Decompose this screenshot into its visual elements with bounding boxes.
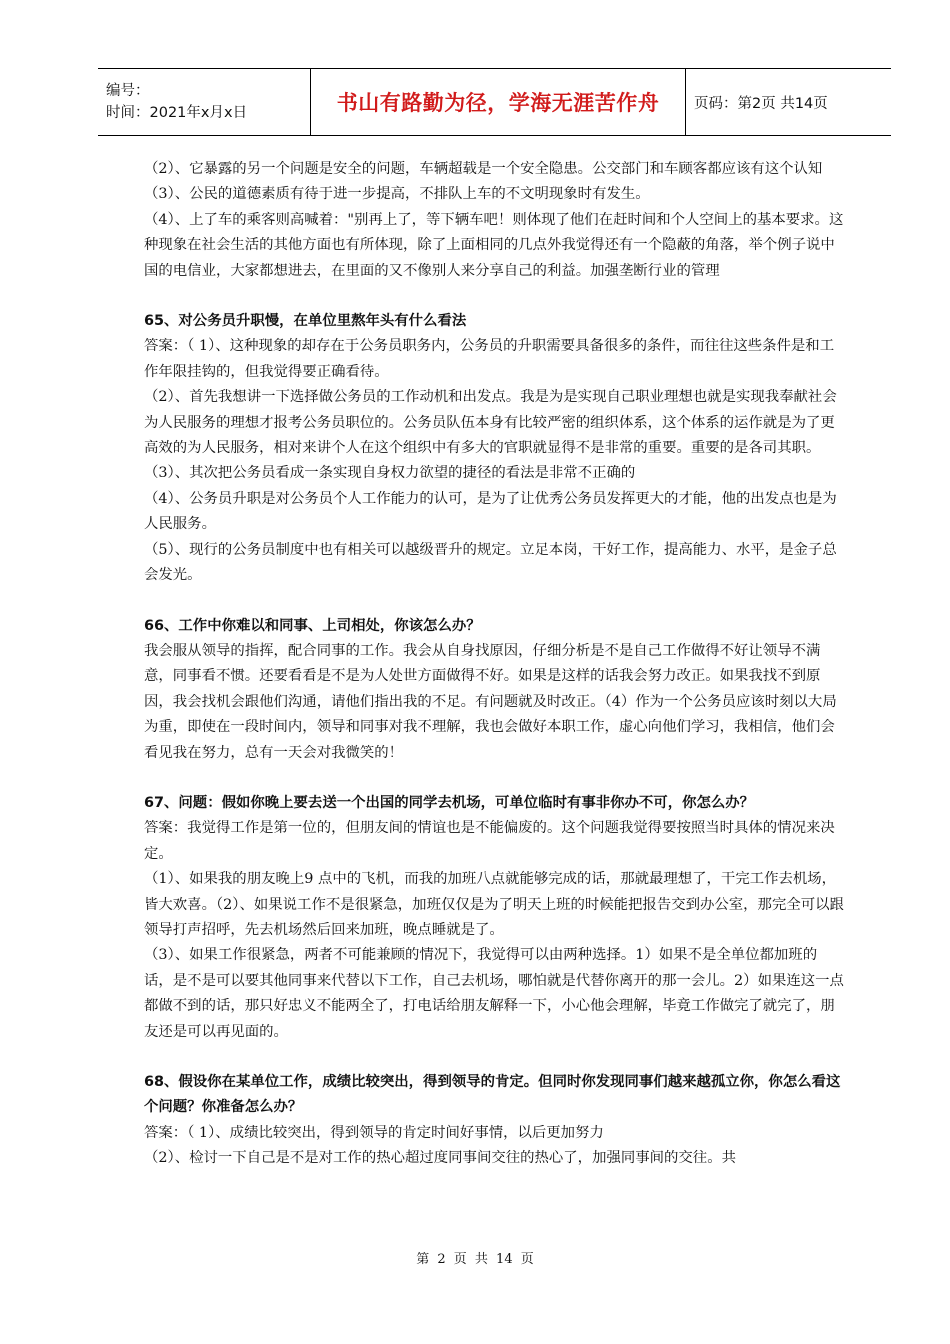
header-motto-cell bbox=[311, 69, 686, 135]
body-paragraph: （2）、检讨一下自己是不是对工作的热心超过度同事间交往的热心了，加强同事间的交往。共 bbox=[144, 1150, 736, 1167]
header-page-info-cell bbox=[686, 69, 891, 135]
question-heading: 68、假设你在某单位工作，成绩比较突出，得到领导的肯定。但同时你发现同事们越来越孤立你，你怎么看这个问题？你准备怎么办？ bbox=[144, 1074, 841, 1116]
document-header bbox=[98, 68, 891, 136]
body-paragraph: （4）、公务员升职是对公务员个人工作能力的认可，是为了让优秀公务员发挥更大的才能，他的出发点也是为人民服务。 bbox=[144, 490, 837, 533]
header-left-cell bbox=[98, 69, 311, 135]
body-paragraph: 答案：（ 1）、成绩比较突出，得到领导的肯定时间好事情，以后更加努力 bbox=[144, 1124, 604, 1141]
question-heading: 66、工作中你难以和同事、上司相处，你该怎么办？ bbox=[144, 617, 481, 634]
body-paragraph: （2）、它暴露的另一个问题是安全的问题，车辆超载是一个安全隐患。公交部门和车顾客都应该有这个认知 bbox=[144, 161, 823, 177]
question-heading: 67、问题：假如你晚上要去送一个出国的同学去机场，可单位临时有事非你办不可，你怎么办？ bbox=[144, 794, 755, 811]
section-spacer bbox=[144, 284, 844, 309]
section-spacer bbox=[144, 589, 844, 614]
document-number-label: 编号： bbox=[106, 83, 150, 99]
body-paragraph: 答案：我觉得工作是第一位的，但朋友间的情谊也是不能偏废的。这个问题我觉得要按照当时具体的情况来决定。 bbox=[144, 820, 835, 862]
body-paragraph: 我会服从领导的指挥，配合同事的工作。我会从自身找原因，仔细分析是不是自己工作做得不好让领导不满意，同事看不惯。还要看看是不是为人处世方面做得不好。如果是这样的话我会努力改正。如果我找不到原因，我会找机会跟他们沟通，请他们指出我的不足。有问题就及时改正。（4）作为一个公务员应该时刻以大局为重，即使在一段时间内，领导和同事对我不理解，我也会做好本职工作，虚心向他们学习，我相信，他们会看见我在努力，总有一天会对我微笑的！ bbox=[144, 642, 837, 761]
header-page-info: 页码：第2页 共14页 bbox=[694, 95, 828, 112]
body-paragraph: （3）、公民的道德素质有待于进一步提高，不排队上车的不文明现象时有发生。 bbox=[144, 186, 650, 203]
page-footer: 第 2 页 共 14 页 bbox=[416, 1252, 534, 1267]
body-paragraph: （1）、如果我的朋友晚上9 点中的飞机，而我的加班八点就能够完成的话，那就最理想了，干完工作去机场，皆大欢喜。（2）、如果说工作不是很紧急，加班仅仅是为了明天上班的时候能把报告交到办公室，那完全可以跟领导打声招呼，先去机场然后回来加班，晚点睡就是了。 bbox=[144, 871, 844, 938]
body-paragraph: （2）、首先我想讲一下选择做公务员的工作动机和出发点。我是为是实现自己职业理想也就是实现我奉献社会为人民服务的理想才报考公务员职位的。公务员队伍本身有比较严密的组织体系，这个体系的运作就是为了更高效的为人民服务，相对来讲个人在这个组织中有多大的官职就显得不是非常的重要。重要的是各司其职。 bbox=[144, 389, 837, 457]
section-spacer bbox=[144, 766, 844, 791]
question-heading: 65、对公务员升职慢，在单位里熬年头有什么看法 bbox=[144, 313, 467, 330]
body-paragraph: （5）、现行的公务员制度中也有相关可以越级晋升的规定。立足本岗，干好工作，提高能力、水平，是金子总会发光。 bbox=[144, 541, 837, 584]
body-paragraph: （4）、上了车的乘客则高喊着："别再上了，等下辆车吧！则体现了他们在赶时间和个人空间上的基本要求。这种现象在社会生活的其他方面也有所体现，除了上面相同的几点外我觉得还有一个隐蔽的角落，举个例子说中国的电信业，大家都想进去，在里面的又不像别人来分享自己的利益。加强垄断行业的管理 bbox=[144, 211, 844, 279]
body-paragraph: 答案：（ 1）、这种现象的却存在于公务员职务内，公务员的升职需要具备很多的条件，而往往这些条件是和工作年限挂钩的，但我觉得要正确看待。 bbox=[144, 338, 835, 380]
body-paragraph: （3）、如果工作很紧急，两者不可能兼顾的情况下，我觉得可以由两种选择。1）如果不是全单位都加班的话，是不是可以要其他同事来代替以下工作，自己去机场，哪怕就是代替你离开的那一会儿。2）如果连这一点都做不到的话，那只好忠义不能两全了，打电话给朋友解释一下，小心他会理解，毕竟工作做完了就完了，朋友还是可以再见面的。 bbox=[144, 947, 844, 1040]
section-spacer bbox=[144, 1045, 844, 1070]
header-motto: 书山有路勤为径，学海无涯苦作舟 bbox=[336, 91, 660, 115]
body-paragraph: （3）、其次把公务员看成一条实现自身权力欲望的捷径的看法是非常不正确的 bbox=[144, 465, 636, 482]
document-body bbox=[144, 157, 844, 1172]
document-date: 时间：2021年x月x日 bbox=[106, 105, 248, 121]
